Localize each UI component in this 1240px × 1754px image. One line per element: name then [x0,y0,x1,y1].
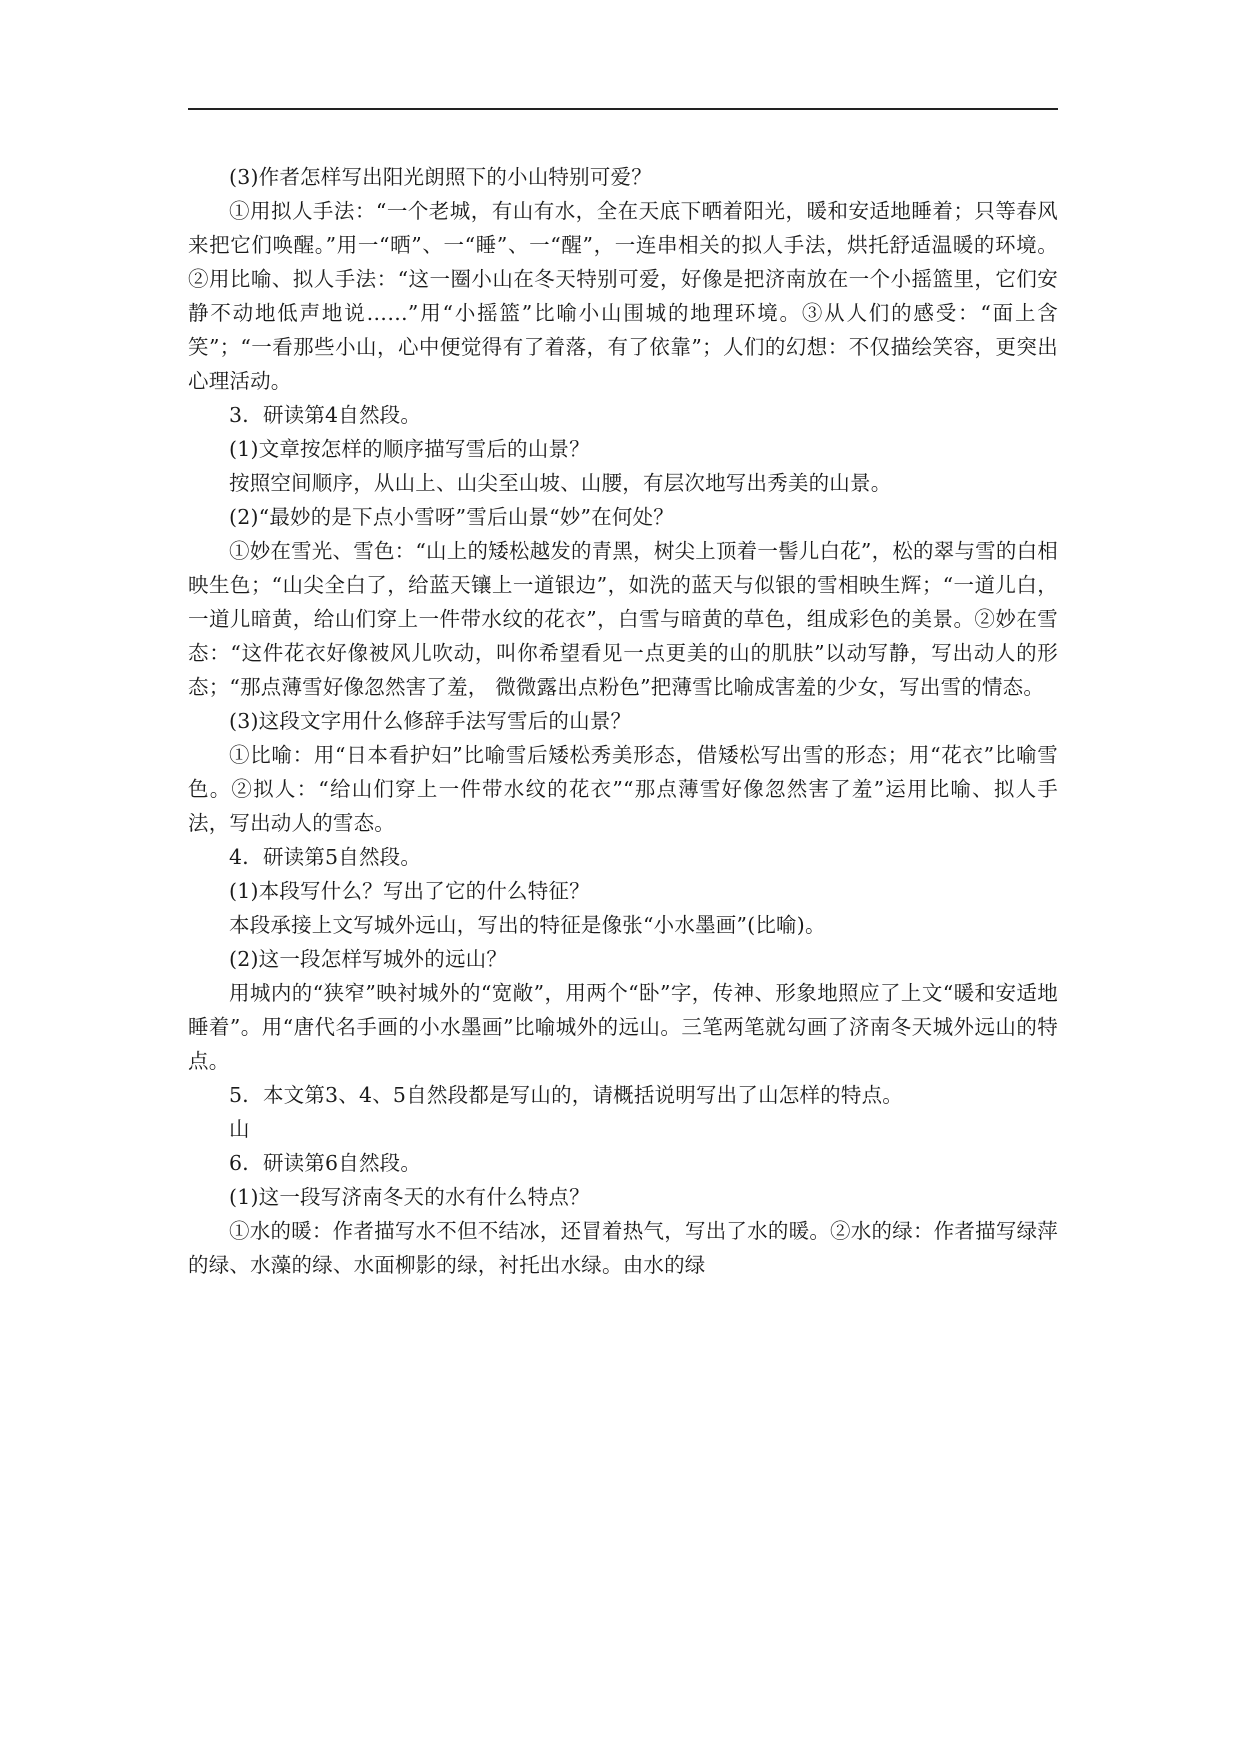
question-s4-1: (1)本段写什么？写出了它的什么特征？ [229,879,590,903]
section-3-heading: 3．研读第4自然段。 [229,403,422,427]
question-s3-2: (2)“最妙的是下点小雪呀”雪后山景“妙”在何处？ [229,505,674,529]
question-s3-3: (3)这段文字用什么修辞手法写雪后的山景？ [229,709,632,733]
section-6-heading: 6．研读第6自然段。 [229,1151,422,1175]
document-body [188,160,1058,1282]
answer-s5: 山 [229,1117,250,1141]
section-5-heading: 5．本文第3、4、5自然段都是写山的，请概括说明写出了山怎样的特点。 [229,1083,903,1107]
answer-3-3: ①用拟人手法：“一个老城，有山有水，全在天底下晒着阳光，暖和安适地睡着；只等春风来把它们唤醒。”用一“晒”、一“睡”、一“醒”，一连串相关的拟人手法，烘托舒适温暖的环境。②用比喻、拟人手法：“这一圈小山在冬天特别可爱，好像是把济南放在一个小摇篮里，它们安静不动地低声地说……”用“小摇篮”比喻小山围城的地理环境。③从人们的感受：“面上含笑”；“一看那些小山，心中便觉得有了着落，有了依靠”；人们的幻想：不仅描绘笑容，更突出心理活动。 [188,199,1058,393]
header-rule [188,108,1058,110]
answer-s6-1: ①水的暖：作者描写水不但不结冰，还冒着热气，写出了水的暖。②水的绿：作者描写绿萍的绿、水藻的绿、水面柳影的绿，衬托出水绿。由水的绿 [188,1219,1058,1277]
answer-s3-3: ①比喻：用“日本看护妇”比喻雪后矮松秀美形态，借矮松写出雪的形态；用“花衣”比喻雪色。②拟人：“给山们穿上一件带水纹的花衣”“那点薄雪好像忽然害了羞”运用比喻、拟人手法，写出动人的雪态。 [188,743,1058,835]
answer-s4-2: 用城内的“狭窄”映衬城外的“宽敞”，用两个“卧”字，传神、形象地照应了上文“暖和安适地睡着”。用“唐代名手画的小水墨画”比喻城外的远山。三笔两笔就勾画了济南冬天城外远山的特点。 [188,981,1058,1073]
question-s3-1: (1)文章按怎样的顺序描写雪后的山景？ [229,437,590,461]
question-s4-2: (2)这一段怎样写城外的远山？ [229,947,508,971]
section-4-heading: 4．研读第5自然段。 [229,845,422,869]
question-3-3: (3)作者怎样写出阳光朗照下的小山特别可爱？ [229,165,652,189]
question-s6-1: (1)这一段写济南冬天的水有什么特点？ [229,1185,590,1209]
answer-s3-2: ①妙在雪光、雪色：“山上的矮松越发的青黑，树尖上顶着一髻儿白花”，松的翠与雪的白相映生色；“山尖全白了，给蓝天镶上一道银边”，如洗的蓝天与似银的雪相映生辉；“一道儿白，一道儿暗黄，给山们穿上一件带水纹的花衣”，白雪与暗黄的草色，组成彩色的美景。②妙在雪态：“这件花衣好像被风儿吹动，叫你希望看见一点更美的山的肌肤”以动写静，写出动人的形态；“那点薄雪好像忽然害了羞， 微微露出点粉色”把薄雪比喻成害羞的少女，写出雪的情态。 [188,539,1058,699]
answer-s4-1: 本段承接上文写城外远山，写出的特征是像张“小水墨画”(比喻)。 [229,913,826,937]
answer-s3-1: 按照空间顺序，从山上、山尖至山坡、山腰，有层次地写出秀美的山景。 [229,471,892,495]
